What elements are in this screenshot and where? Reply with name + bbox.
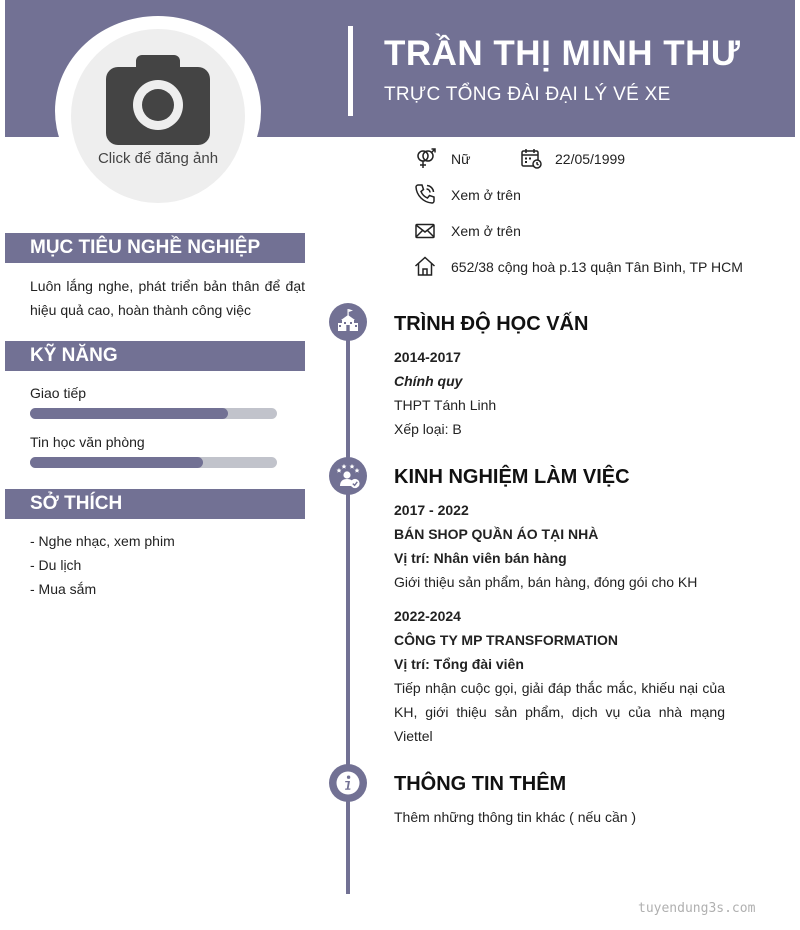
job-period[interactable]: 2017 - 2022 [394,502,469,518]
education-title: TRÌNH ĐỘ HỌC VẤN [394,313,589,335]
job-period[interactable]: 2022-2024 [394,608,461,624]
address-value[interactable]: 652/38 cộng hoà p.13 quận Tân Bình, TP HCM [451,259,743,275]
candidate-name[interactable]: TRẦN THỊ MINH THƯ [384,34,741,73]
employee-star-icon [329,457,367,495]
info-icon [329,764,367,802]
timeline-line [346,312,350,894]
gender-value[interactable]: Nữ [451,151,471,167]
hobbies-section-header [5,489,305,519]
skill-level-fill [30,457,203,468]
additional-info-title: THÔNG TIN THÊM [394,773,567,795]
job-position[interactable]: Vị trí: Tổng đài viên [394,656,524,672]
avatar-upload[interactable] [71,29,245,203]
education-period[interactable]: 2014-2017 [394,349,461,365]
skill-level-fill [30,408,228,419]
school-icon [329,303,367,341]
experience-title: KINH NGHIỆM LÀM VIỆC [394,466,630,488]
skill-level-bar [30,408,277,419]
experience-node [329,457,367,495]
birthday-value[interactable]: 22/05/1999 [555,151,626,167]
phone-icon [414,183,436,205]
objective-section-header [5,233,305,263]
objective-title: MỤC TIÊU NGHỀ NGHIỆP [30,237,261,258]
avatar-upload-label: Click để đăng ảnh [97,150,219,167]
phone-value[interactable]: Xem ở trên [451,187,521,203]
calendar-icon [520,147,542,169]
email-icon [414,220,436,242]
gender-icon [414,147,436,169]
watermark: tuyendung3s.com [638,901,756,916]
education-school[interactable]: THPT Tánh Linh [394,397,497,413]
job-description[interactable]: Giới thiệu sản phẩm, bán hàng, đóng gói cho KH [394,574,698,590]
objective-text[interactable]: Luôn lắng nghe, phát triển bản thân để đạt hiệu quả cao, hoàn thành công việc [30,278,305,318]
skill-level-bar [30,457,277,468]
header-divider [348,26,353,116]
camera-icon [106,55,210,145]
hobby-item[interactable]: - Nghe nhạc, xem phim [30,533,175,549]
job-position[interactable]: Vị trí: Nhân viên bán hàng [394,550,567,566]
email-value[interactable]: Xem ở trên [451,223,521,239]
skills-section-header [5,341,305,371]
job-description[interactable]: Tiếp nhận cuộc gọi, giải đáp thắc mắc, khiếu nại của KH, giới thiệu sản phẩm, dịch vụ của nhà mạng Viettel [394,680,725,744]
education-grade[interactable]: Xếp loại: B [394,421,462,437]
education-type[interactable]: Chính quy [394,373,463,389]
additional-info-text[interactable]: Thêm những thông tin khác ( nếu cần ) [394,809,637,825]
skills-title: KỸ NĂNG [30,345,118,366]
skill-name[interactable]: Giao tiếp [30,385,87,401]
additional-info-node [329,764,367,802]
job-title[interactable]: TRỰC TỔNG ĐÀI ĐẠI LÝ VÉ XE [384,84,671,105]
job-company[interactable]: BÁN SHOP QUẦN ÁO TẠI NHÀ [394,526,599,542]
job-company[interactable]: CÔNG TY MP TRANSFORMATION [394,632,618,648]
skill-name[interactable]: Tin học văn phòng [30,434,145,450]
home-icon [414,255,436,277]
hobby-item[interactable]: - Du lịch [30,557,82,573]
education-node [329,303,367,341]
hobby-item[interactable]: - Mua sắm [30,581,97,597]
hobbies-title: SỞ THÍCH [30,493,123,514]
